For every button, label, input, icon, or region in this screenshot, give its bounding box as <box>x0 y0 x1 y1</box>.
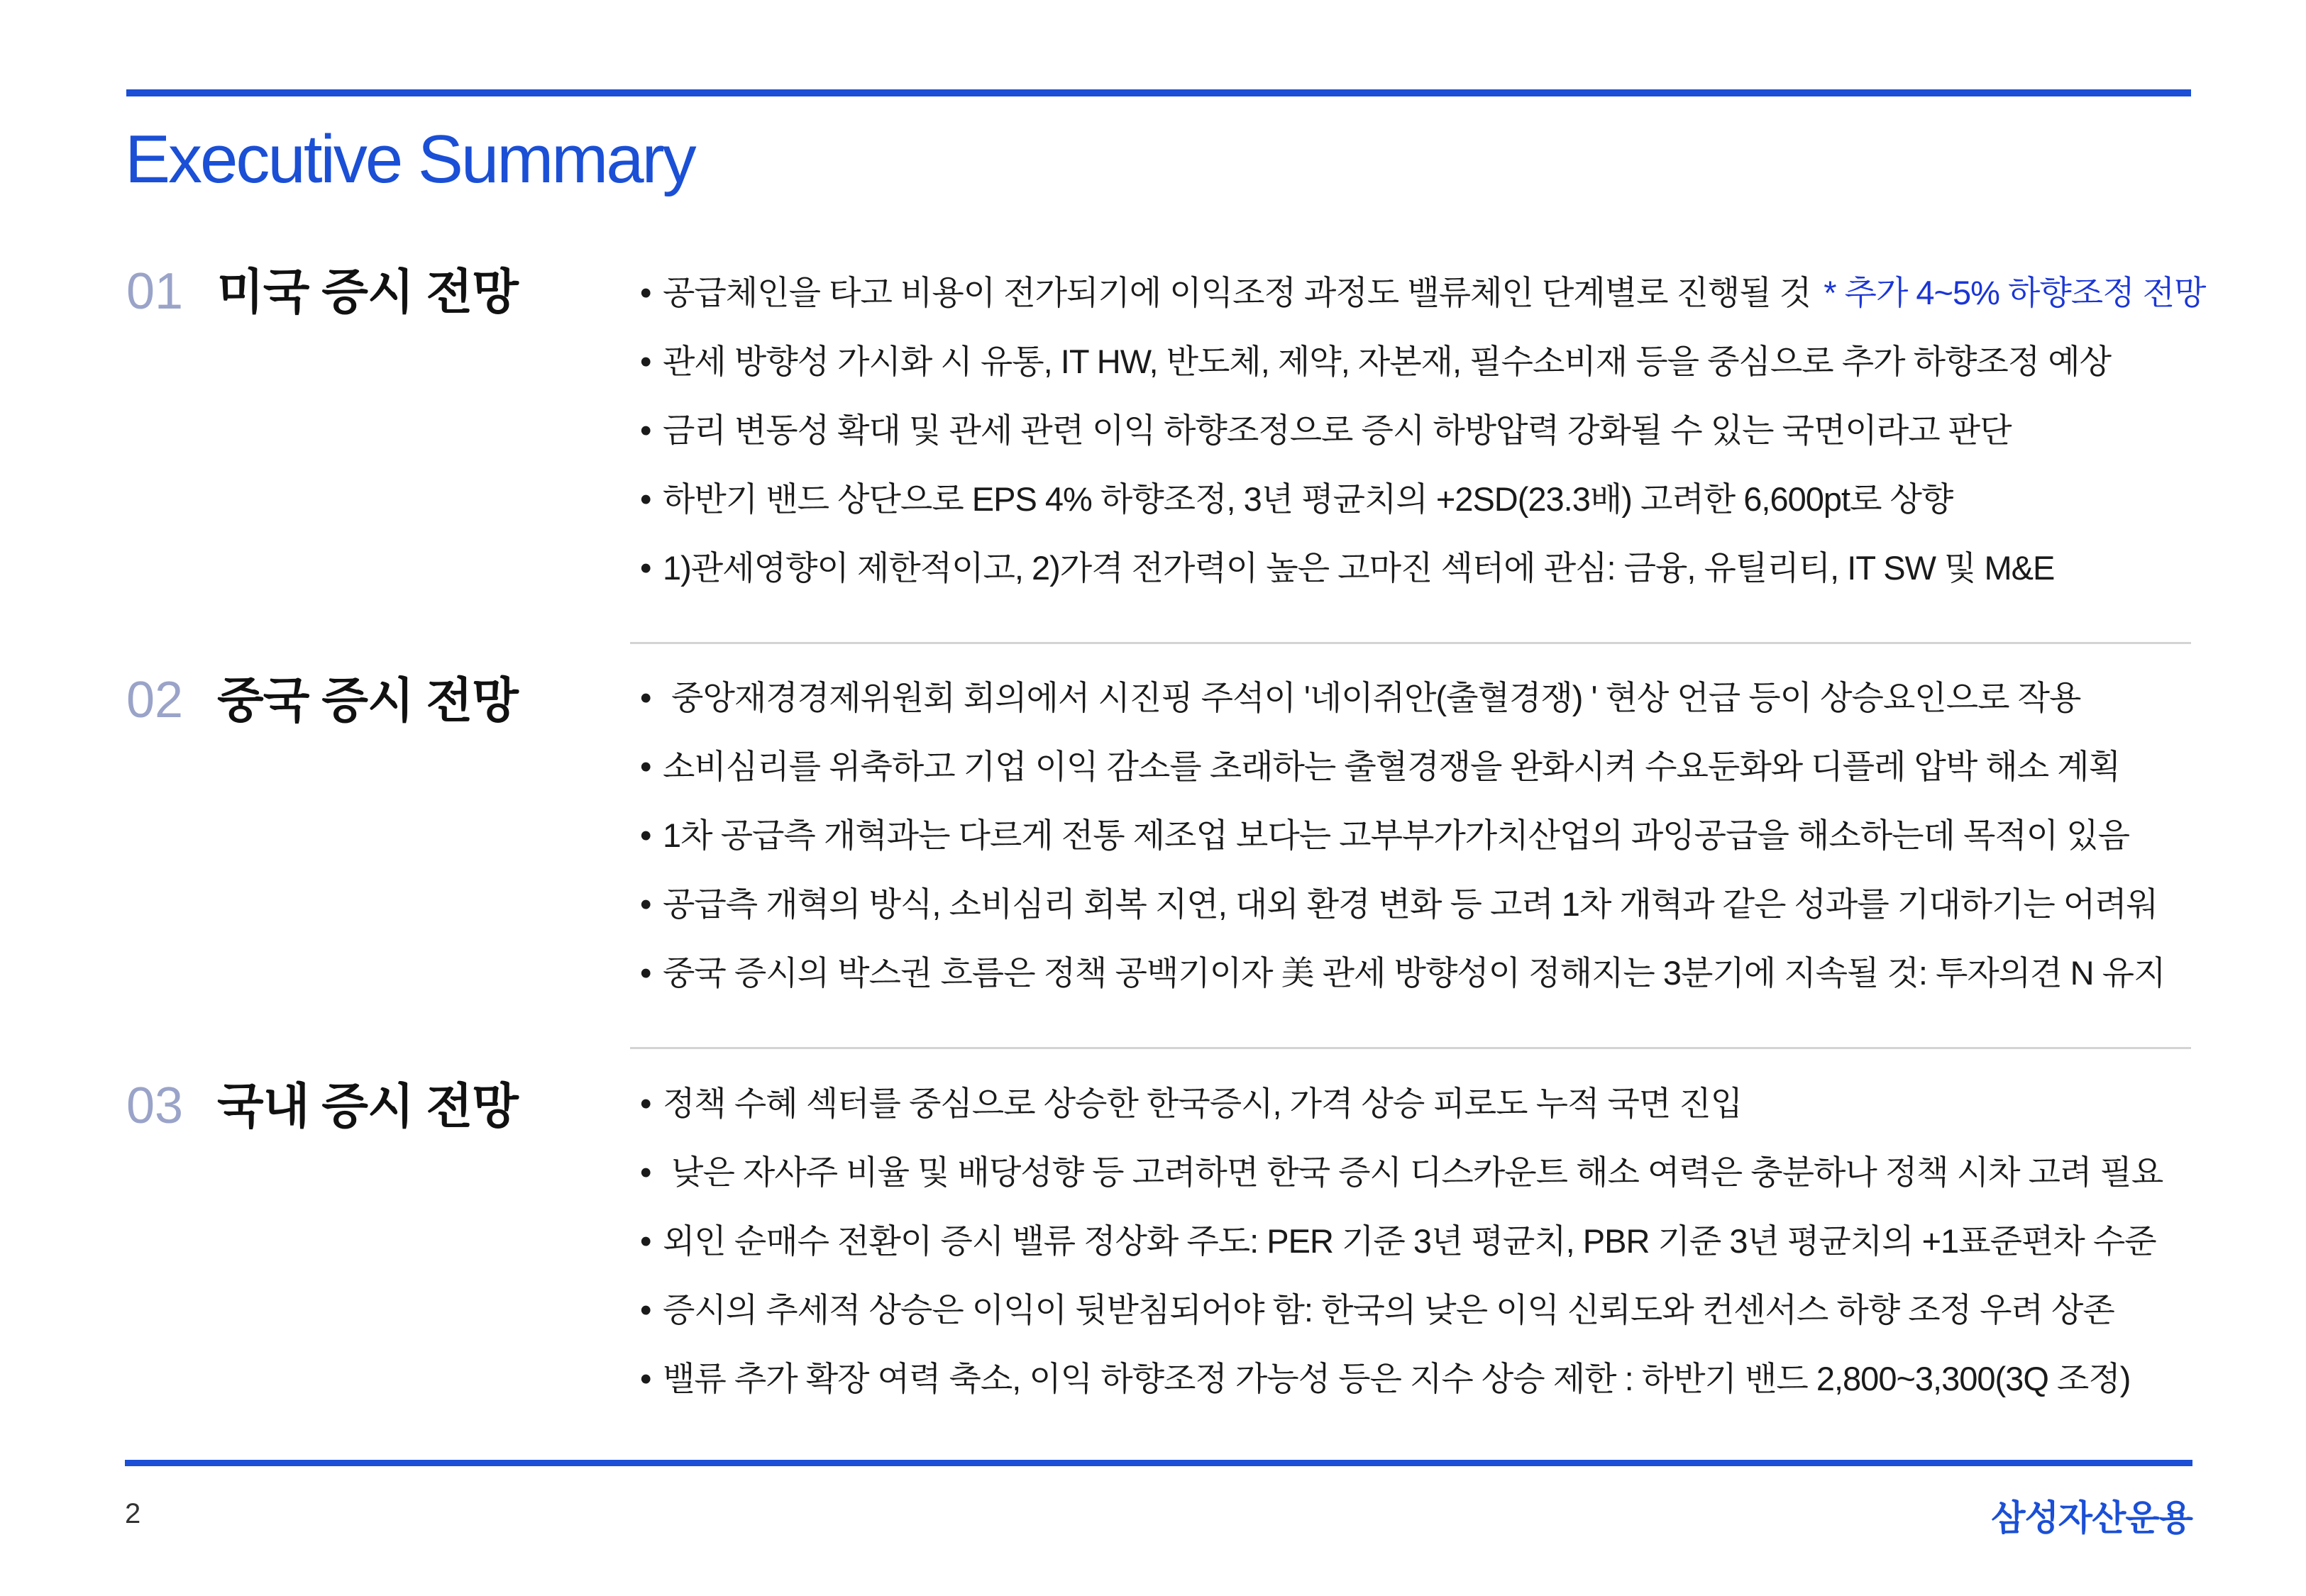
section-heading-china <box>126 663 518 731</box>
bullet-icon: • <box>640 343 651 380</box>
list-item <box>640 732 2166 801</box>
bullet-text: 외인 순매수 전환이 증시 밸류 정상화 주도: PER 기준 3년 평균치, PBR 기준 3년 평균치의 +1표준편차 수준 <box>663 1222 2156 1260</box>
bullet-icon: • <box>640 1153 651 1191</box>
section-divider <box>630 1047 2191 1049</box>
list-item <box>640 327 2205 396</box>
bullet-text: 1)관세영향이 제한적이고, 2)가격 전가력이 높은 고마진 섹터에 관심: 금융, 유틸리티, IT SW 및 M&E <box>663 549 2055 587</box>
section-heading-us <box>126 254 518 323</box>
list-item <box>640 1207 2163 1275</box>
header-rule <box>126 89 2191 96</box>
list-item <box>640 1138 2163 1207</box>
bullet-text: 밸류 추가 확장 여력 축소, 이익 하향조정 가능성 등은 지수 상승 제한 : 하반기 밴드 2,800~3,300(3Q 조정) <box>663 1360 2131 1397</box>
section-bullets-china <box>640 663 2166 1007</box>
section-heading-korea <box>126 1068 518 1137</box>
bullet-text: 중앙재경경제위원회 회의에서 시진핑 주석이 '네이쥐안(출혈경쟁) ' 현상 언급 등이 상승요인으로 작용 <box>663 679 2081 716</box>
bullet-icon: • <box>640 480 651 518</box>
bullet-text: 증시의 추세적 상승은 이익이 뒷받침되어야 함: 한국의 낮은 이익 신뢰도와 컨센서스 하향 조정 우려 상존 <box>663 1291 2114 1329</box>
list-item <box>640 1344 2163 1413</box>
bullet-icon: • <box>640 1222 651 1260</box>
bullet-text: 낮은 자사주 비율 및 배당성향 등 고려하면 한국 증시 디스카운트 해소 여력은 충분하나 정책 시차 고려 필요 <box>663 1153 2163 1191</box>
list-item <box>640 938 2166 1007</box>
section-title: 미국 증시 전망 <box>217 265 518 319</box>
brand-logo: 삼성자산운용 <box>1991 1498 2192 1538</box>
bullet-icon: • <box>640 411 651 449</box>
page-number: 2 <box>125 1498 141 1529</box>
bullet-icon: • <box>640 1360 651 1397</box>
bullet-icon: • <box>640 816 651 854</box>
bullet-text: 하반기 밴드 상단으로 EPS 4% 하향조정, 3년 평균치의 +2SD(23.3배) 고려한 6,600pt로 상향 <box>663 480 1953 518</box>
bullet-text: 소비심리를 위축하고 기업 이익 감소를 초래하는 출혈경쟁을 완화시켜 수요둔화와 디플레 압박 해소 계획 <box>663 748 2120 785</box>
bullet-icon: • <box>640 748 651 785</box>
bullet-icon: • <box>640 549 651 587</box>
bullet-text: 공급측 개혁의 방식, 소비심리 회복 지연, 대외 환경 변화 등 고려 1차 개혁과 같은 성과를 기대하기는 어려워 <box>663 885 2158 923</box>
section-bullets-us <box>640 258 2205 602</box>
bullet-icon: • <box>640 679 651 716</box>
bullet-text: 금리 변동성 확대 및 관세 관련 이익 하향조정으로 증시 하방압력 강화될 수 있는 국면이라고 판단 <box>663 411 2012 449</box>
section-bullets-korea <box>640 1069 2163 1413</box>
list-item <box>640 663 2166 732</box>
page-title: Executive Summary <box>125 121 695 197</box>
list-item <box>640 258 2205 327</box>
list-item <box>640 1275 2163 1344</box>
section-number: 01 <box>126 263 184 320</box>
bullet-text: 정책 수혜 섹터를 중심으로 상승한 한국증시, 가격 상승 피로도 누적 국면 진입 <box>663 1085 1743 1122</box>
list-item <box>640 870 2166 938</box>
bullet-text: 중국 증시의 박스권 흐름은 정책 공백기이자 美 관세 방향성이 정해지는 3분기에 지속될 것: 투자의견 N 유지 <box>663 954 2166 992</box>
bullet-icon: • <box>640 274 651 311</box>
bullet-icon: • <box>640 954 651 992</box>
section-number: 02 <box>126 672 184 728</box>
section-title: 국내 증시 전망 <box>217 1080 518 1134</box>
list-item <box>640 396 2205 465</box>
bullet-icon: • <box>640 1291 651 1329</box>
bullet-text: 공급체인을 타고 비용이 전가되기에 이익조정 과정도 밸류체인 단계별로 진행될 것 <box>663 274 1811 311</box>
bullet-text: 관세 방향성 가시화 시 유통, IT HW, 반도체, 제약, 자본재, 필수소비재 등을 중심으로 추가 하향조정 예상 <box>663 343 2112 380</box>
list-item <box>640 1069 2163 1138</box>
bullet-icon: • <box>640 885 651 923</box>
bullet-note: * 추가 4~5% 하향조정 전망 <box>1824 274 2206 311</box>
section-divider <box>630 642 2191 644</box>
bullet-icon: • <box>640 1085 651 1122</box>
bullet-text: 1차 공급측 개혁과는 다르게 전통 제조업 보다는 고부부가가치산업의 과잉공급을 해소하는데 목적이 있음 <box>663 816 2130 854</box>
section-title: 중국 증시 전망 <box>217 674 518 728</box>
list-item <box>640 533 2205 602</box>
section-number: 03 <box>126 1077 184 1134</box>
list-item <box>640 465 2205 533</box>
list-item <box>640 801 2166 870</box>
footer-rule <box>125 1460 2192 1466</box>
